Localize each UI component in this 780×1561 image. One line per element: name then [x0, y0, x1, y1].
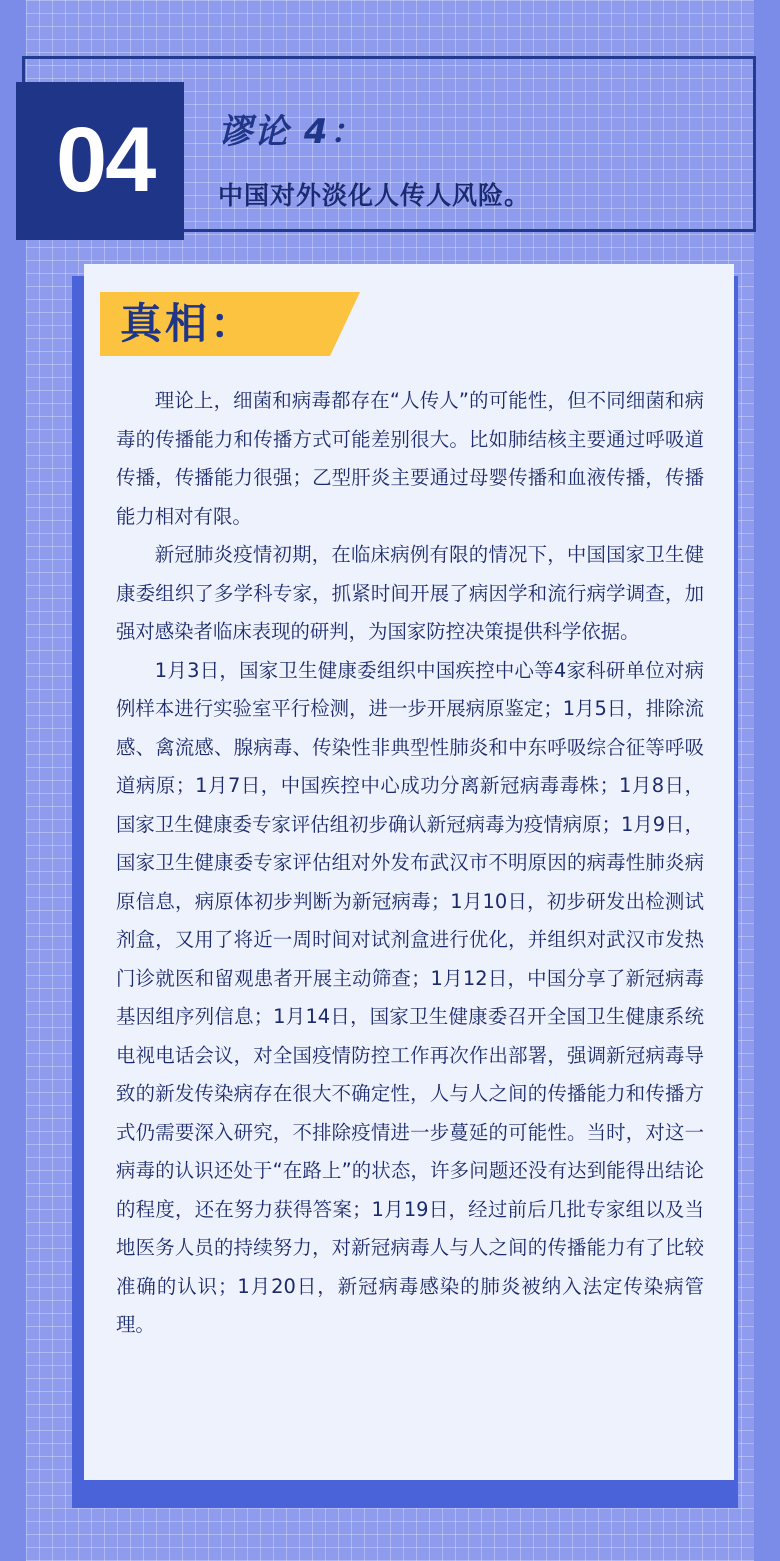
- background-band-right: [754, 0, 780, 1561]
- header-title: 谬论 4：: [218, 112, 366, 152]
- paragraph: 1月3日，国家卫生健康委组织中国疾控中心等4家科研单位对病例样本进行实验室平行检测，进一步开展病原鉴定；1月5日，排除流感、禽流感、腺病毒、传染性非典型性肺炎和中东呼吸综合征等呼吸道病原；1月7日，中国疾控中心成功分离新冠病毒毒株；1月8日，国家卫生健康委专家评估组初步确认新冠病毒为疫情病原；1月9日，国家卫生健康委专家评估组对外发布武汉市不明原因的病毒性肺炎病原信息，病原体初步判断为新冠病毒；1月10日，初步研发出检测试剂盒，又用了将近一周时间对试剂盒进行优化，并组织对武汉市发热门诊就医和留观患者开展主动筛查；1月12日，中国分享了新冠病毒基因组序列信息；1月14日，国家卫生健康委召开全国卫生健康系统电视电话会议，对全国疫情防控工作再次作出部署，强调新冠病毒导致的新发传染病存在很大不确定性，人与人之间的传播能力和传播方式仍需要深入研究，不排除疫情进一步蔓延的可能性。当时，对这一病毒的认识还处于“在路上”的状态，许多问题还没有达到能得出结论的程度，还在努力获得答案；1月19日，经过前后几批专家组以及当地医务人员的持续努力，对新冠病毒人与人之间的传播能力有了比较准确的认识；1月20日，新冠病毒感染的肺炎被纳入法定传染病管理。: [116, 658, 704, 1336]
- article-body: [116, 382, 704, 1345]
- truth-label: 真相：: [120, 299, 256, 348]
- paragraph: 新冠肺炎疫情初期，在临床病例有限的情况下，中国国家卫生健康委组织了多学科专家，抓紧时间开展了病因学和流行病学调查，加强对感染者临床表现的研判，为国家防控决策提供科学依据。: [116, 543, 704, 643]
- header-block: [22, 56, 758, 234]
- section-number: 04: [56, 109, 155, 211]
- paragraph: 理论上，细菌和病毒都存在“人传人”的可能性，但不同细菌和病毒的传播能力和传播方式可能差别很大。比如肺结核主要通过呼吸道传播，传播能力很强；乙型肝炎主要通过母婴传播和血液传播，传播能力相对有限。: [116, 389, 704, 528]
- header-subtitle: 中国对外淡化人传人风险。: [218, 181, 531, 210]
- content-card: [84, 264, 734, 1480]
